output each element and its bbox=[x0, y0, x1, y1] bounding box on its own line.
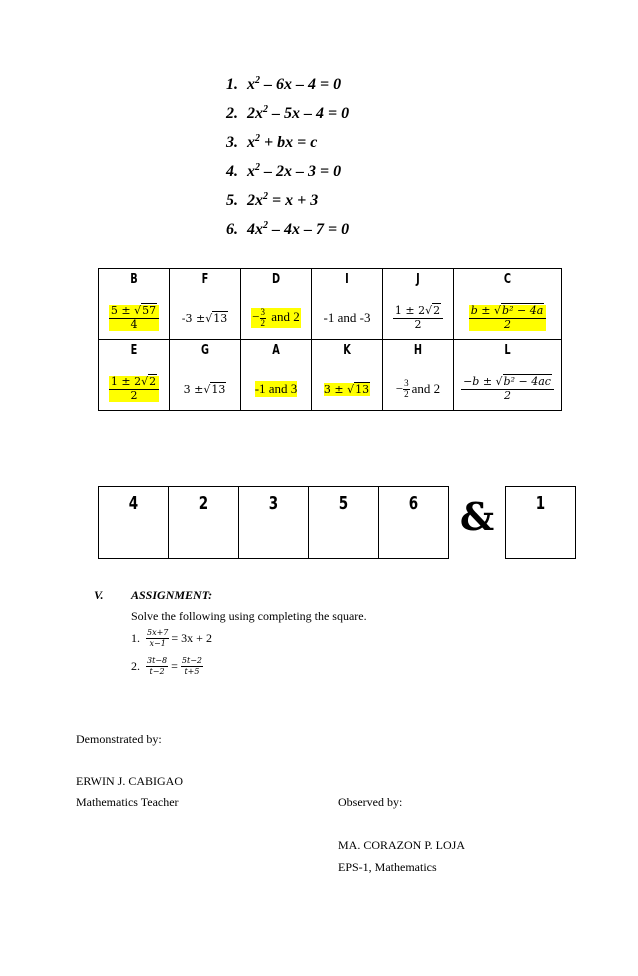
code-answer-table bbox=[98, 486, 576, 559]
letter-label: I bbox=[345, 272, 349, 287]
equation-rest: – 2x – 3 = 0 bbox=[260, 163, 342, 180]
letter-label: H bbox=[413, 343, 423, 358]
problem-fraction-right: $\frac{5t-2}{t+5}$ bbox=[181, 656, 202, 676]
answer-A: -1 and 3 bbox=[254, 381, 298, 396]
equation-number: 6. bbox=[226, 221, 238, 238]
code-number: 1 bbox=[535, 493, 546, 514]
answer-H: − $\frac{3}{2}$ and 2 bbox=[395, 378, 441, 399]
observer-name: MA. CORAZON P. LOJA bbox=[338, 838, 466, 852]
answer-J: $\frac{1 \pm 2√2}{2}$ bbox=[393, 305, 443, 330]
cell-G bbox=[170, 340, 241, 411]
equation-rest: = x + 3 bbox=[268, 192, 319, 209]
equals-sign: = bbox=[171, 658, 178, 673]
exponent: 2 bbox=[263, 191, 268, 202]
cell-K bbox=[312, 340, 383, 411]
code-number: 3 bbox=[268, 493, 279, 514]
equation-rest: – 5x – 4 = 0 bbox=[268, 105, 350, 122]
observed-by-label: Observed by: bbox=[338, 795, 403, 809]
answer-K: 3 ± √13 bbox=[323, 382, 370, 396]
equation-number: 3. bbox=[226, 134, 238, 151]
code-number: 5 bbox=[338, 493, 349, 514]
problem-number: 1. bbox=[131, 630, 140, 645]
answer-B: $\frac{5 \pm √57}{4}$ bbox=[109, 305, 159, 330]
answer-I: -1 and -3 bbox=[323, 310, 371, 325]
cell-C bbox=[454, 269, 562, 340]
equation-number: 4. bbox=[226, 163, 238, 180]
equation-number: 2. bbox=[226, 105, 238, 122]
cell-J bbox=[383, 269, 454, 340]
letter-label: D bbox=[271, 272, 281, 287]
assignment-instruction: Solve the following using completing the square. bbox=[131, 609, 367, 623]
cell-I bbox=[312, 269, 383, 340]
equation-6 bbox=[226, 219, 349, 248]
cell-D bbox=[241, 269, 312, 340]
cell-B bbox=[99, 269, 170, 340]
equation-rest: – 4x – 7 = 0 bbox=[268, 221, 350, 238]
equation-term: 4x bbox=[247, 221, 263, 238]
code-cell-3 bbox=[239, 487, 309, 559]
letter-label: F bbox=[201, 272, 209, 287]
equation-term: x bbox=[247, 134, 255, 151]
answer-E: $\frac{1 \pm 2√2}{2}$ bbox=[109, 376, 159, 401]
equation-list bbox=[226, 74, 349, 248]
assignment-problem-2 bbox=[131, 656, 203, 676]
code-number: 4 bbox=[128, 493, 139, 514]
exponent: 2 bbox=[255, 162, 260, 173]
letter-label: L bbox=[504, 343, 511, 358]
demonstrated-by-label: Demonstrated by: bbox=[76, 732, 162, 746]
answer-letter-table bbox=[98, 268, 562, 411]
letter-label: K bbox=[343, 343, 351, 358]
equation-4 bbox=[226, 161, 349, 190]
letter-label: A bbox=[272, 343, 280, 358]
ampersand-cell bbox=[449, 487, 506, 559]
code-cell-4 bbox=[309, 487, 379, 559]
code-number: 2 bbox=[198, 493, 209, 514]
code-number: 6 bbox=[408, 493, 419, 514]
letter-label: E bbox=[130, 343, 138, 358]
section-numeral: V. bbox=[94, 588, 104, 602]
answer-G: 3 ± √ 13 bbox=[183, 382, 226, 396]
letter-label: B bbox=[130, 272, 138, 287]
equation-term: x bbox=[247, 163, 255, 180]
problem-fraction: $\frac{5x+7}{x-1}$ bbox=[147, 628, 169, 648]
code-cell-last bbox=[506, 487, 576, 559]
equation-rest: – 6x – 4 = 0 bbox=[260, 76, 342, 93]
code-cell-1 bbox=[99, 487, 169, 559]
problem-rhs: = 3x + 2 bbox=[171, 630, 212, 645]
cell-E bbox=[99, 340, 170, 411]
equation-5 bbox=[226, 190, 349, 219]
letter-label: G bbox=[200, 343, 209, 358]
cell-A bbox=[241, 340, 312, 411]
cell-F bbox=[170, 269, 241, 340]
equation-term: x bbox=[247, 76, 255, 93]
code-cell-2 bbox=[169, 487, 239, 559]
assignment-problem-1 bbox=[131, 628, 212, 648]
problem-number: 2. bbox=[131, 658, 140, 673]
equation-3 bbox=[226, 132, 349, 161]
answer-D: − $\frac{3}{2}$ and 2 bbox=[252, 307, 300, 328]
demonstrator-name: ERWIN J. CABIGAO bbox=[76, 774, 183, 788]
exponent: 2 bbox=[263, 220, 268, 231]
letter-label: J bbox=[416, 272, 420, 287]
equation-term: 2x bbox=[247, 105, 263, 122]
exponent: 2 bbox=[255, 75, 260, 86]
equation-number: 5. bbox=[226, 192, 238, 209]
answer-C: $\frac{\text{b ± √b² − 4a}}{2}$ bbox=[469, 305, 547, 330]
assignment-heading: ASSIGNMENT: bbox=[131, 588, 213, 602]
answer-L: $\frac{\text{−b ± √b² − 4ac}}{2}$ bbox=[461, 376, 554, 401]
problem-fraction-left: $\frac{3t-8}{t-2}$ bbox=[147, 656, 168, 676]
demonstrator-title: Mathematics Teacher bbox=[76, 795, 179, 809]
equation-term: 2x bbox=[247, 192, 263, 209]
exponent: 2 bbox=[263, 104, 268, 115]
cell-H bbox=[383, 340, 454, 411]
cell-L bbox=[454, 340, 562, 411]
observer-title: EPS-1, Mathematics bbox=[338, 860, 437, 874]
equation-rest: + bx = c bbox=[260, 134, 318, 151]
equation-number: 1. bbox=[226, 76, 238, 93]
equation-2 bbox=[226, 103, 349, 132]
code-cell-5 bbox=[379, 487, 449, 559]
exponent: 2 bbox=[255, 133, 260, 144]
equation-1 bbox=[226, 74, 349, 103]
letter-label: C bbox=[503, 272, 512, 287]
answer-F: - 3 ± √ 13 bbox=[181, 311, 228, 325]
ampersand: & bbox=[459, 493, 495, 539]
